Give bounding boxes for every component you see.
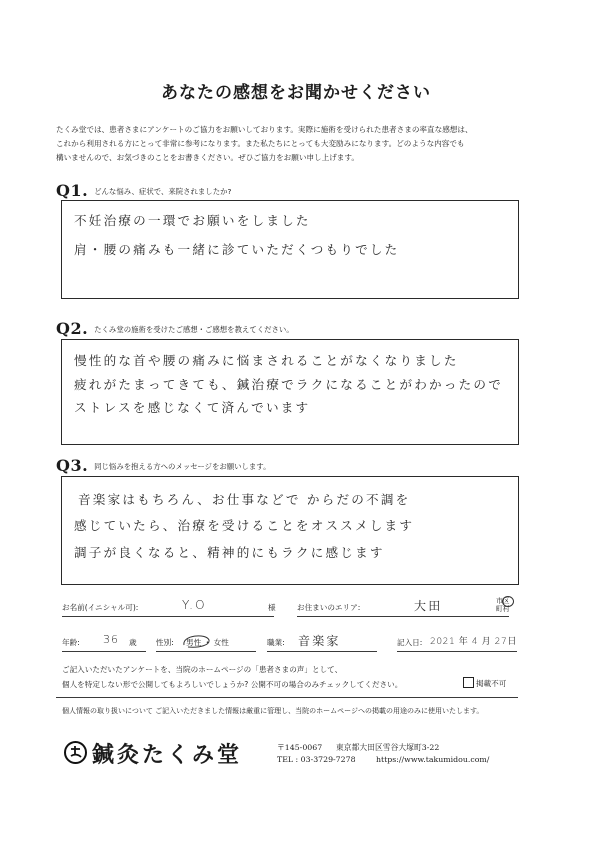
age-underline: [62, 651, 146, 652]
q1-number: Q1.: [56, 181, 89, 200]
q3-number: Q3.: [56, 456, 89, 475]
page-title: あなたの感想をお聞かせください: [161, 83, 431, 103]
no-publish-checkbox[interactable]: [463, 677, 474, 688]
intro-line: たくみ堂では、患者さまにアンケートのご協力をお願いしております。実際に施術を受けられた患者さまの率直な感想は、: [56, 125, 473, 134]
date-underline: [397, 651, 517, 652]
age-label: 年齢:: [62, 638, 80, 647]
gender-selection-mark: [180, 631, 212, 651]
area-suffix-top: 市区: [496, 597, 510, 605]
q2-answer-box[interactable]: [61, 339, 519, 445]
name-honorific: 様: [268, 603, 276, 612]
age-value[interactable]: 36: [103, 633, 119, 646]
q3-question: 同じ悩みを抱える方へのメッセージをお願いします。: [94, 462, 271, 471]
q2-heading: [56, 319, 294, 338]
name-value[interactable]: Y.O: [182, 598, 207, 612]
intro-text: [56, 123, 538, 166]
no-publish-label: 掲載不可: [476, 679, 507, 688]
address: 東京都大田区雪谷大塚町3-22: [336, 743, 440, 752]
q2-number: Q2.: [56, 319, 89, 338]
date-value[interactable]: 2021 年 4 月 27日: [430, 637, 517, 647]
q2-question: たくみ堂の施術を受けたご感想・ご感想を教えてください。: [94, 325, 294, 334]
q3-answer-box[interactable]: [61, 476, 519, 585]
name-label: お名前(イニシャル可):: [62, 603, 139, 612]
gender-options[interactable]: 男性 ・ 女性: [186, 638, 229, 647]
q3-answer-line: 調子が良くなると、精神的にもラクに感じます: [74, 545, 385, 560]
q2-answer-line: 疲れがたまってきても、鍼治療でラクになることがわかったので: [74, 377, 504, 392]
q3-answer-line: 音楽家はもちろん、お仕事などで からだの不調を: [78, 492, 411, 507]
area-suffix-bottom: 町村: [496, 605, 510, 613]
postal-code: 〒145-0067: [277, 743, 323, 752]
q2-answer-line: 慢性的な首や腰の痛みに悩まされることがなくなりました: [74, 353, 459, 368]
gender-label: 性別:: [156, 638, 174, 647]
q1-heading: [56, 181, 231, 200]
intro-line: これから利用される方にとって非常に参考になります。また私たちにとっても大変励みになります。どのような内容でも: [56, 139, 465, 149]
area-label: お住まいのエリア:: [297, 603, 361, 612]
age-unit: 歳: [129, 638, 137, 647]
privacy-note: 個人情報の取り扱いについて ご記入いただきました情報は厳重に管理し、当院のホームページへの掲載の用途のみに使用いたします。: [62, 707, 484, 715]
job-value[interactable]: 音楽家: [298, 634, 341, 648]
date-label: 記入日:: [397, 638, 423, 647]
telephone: TEL : 03-3729-7278: [277, 755, 356, 764]
job-label: 職業:: [267, 638, 285, 647]
q3-answer-line: 感じていたら、治療を受けることをオススメします: [74, 518, 415, 533]
area-circle-mark: [502, 596, 514, 607]
name-underline: [62, 616, 274, 617]
intro-line: 構いませんので、お気づきのことをお書きください。ぜひご協力をお願い申し上げます。: [56, 153, 359, 163]
q1-question: どんな悩み、症状で、来院されましたか?: [94, 187, 232, 196]
website-link[interactable]: https://www.takumidou.com/: [376, 755, 490, 764]
logo-glyph-icon: [66, 743, 85, 762]
q1-answer-box[interactable]: [61, 200, 519, 299]
q3-heading: [56, 456, 270, 475]
area-underline: [297, 616, 509, 617]
brand-name: 鍼灸たくみ堂: [92, 742, 243, 768]
q1-answer-line: 不妊治療の一環でお願いをしました: [74, 213, 311, 228]
job-underline: [267, 651, 377, 652]
gender-underline: [156, 651, 256, 652]
q1-answer-line: 肩・腰の痛みも一緒に診ていただくつもりでした: [74, 242, 400, 257]
consent-line-2: 個人を特定しない形で公開してもよろしいでしょうか? 公開不可の場合のみチェックしてください。: [62, 680, 403, 689]
privacy-divider: [56, 697, 518, 698]
area-value[interactable]: 大田: [414, 599, 443, 613]
consent-line-1: ご記入いただいたアンケートを、当院のホームページの「患者さまの声」として、: [62, 665, 343, 674]
q2-answer-line: ストレスを感じなくて済んでいます: [74, 400, 311, 415]
